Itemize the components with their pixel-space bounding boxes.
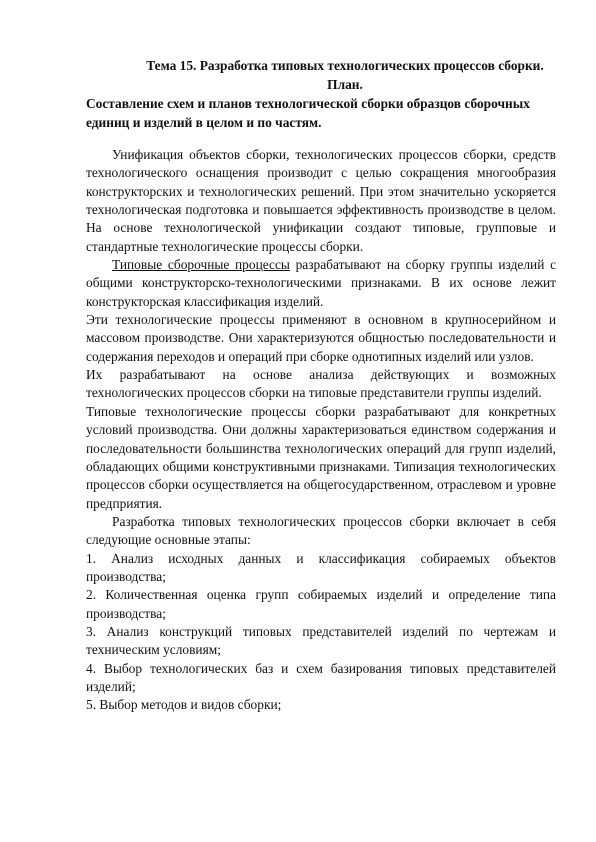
paragraph-stages-intro: Разработка типовых технологических процессов сборки включает в себя следующие основные этапы: bbox=[86, 513, 556, 548]
document-body bbox=[86, 146, 556, 715]
list-item: 2. Количественная оценка групп собираемых изделий и определение типа производства; bbox=[86, 587, 556, 621]
paragraph-typical-processes bbox=[86, 256, 556, 311]
plan-heading: План. bbox=[327, 77, 363, 92]
underlined-term: Типовые сборочные процессы bbox=[112, 257, 290, 273]
list-item: 5. Выбор методов и видов сборки; bbox=[86, 697, 282, 713]
paragraph-development-basis: Их разрабатывают на основе анализа действующих и возможных технологических процессов сборки на типовые представители группы изделий. bbox=[86, 367, 556, 401]
paragraph-typical-processes-text: разрабатывают на сборку группы изделий с общими конструкторско-технологическими признаками. В их основе лежит конструкторская классификация изделий. bbox=[86, 257, 557, 309]
document-title: Тема 15. Разработка типовых технологических процессов сборки. bbox=[146, 58, 544, 73]
paragraph-unification: Унификация объектов сборки, технологических процессов сборки, средств технологического оснащения производит с целью сокращения многообразия конструкторских и технологических решений. При этом значительно ускоряется технологическая подготовка и повышается эффективность производстве в целом. На основе технологической унификации создают типовые, групповые и стандартные технологические процессы сборки. bbox=[86, 147, 556, 254]
list-item: 3. Анализ конструкций типовых представителей изделий по чертежам и техническим условиям; bbox=[86, 623, 556, 658]
list-item: 1. Анализ исходных данных и классификация собираемых объектов производства; bbox=[86, 550, 556, 584]
plan-subtitle: Составление схем и планов технологической сборки образцов сборочных единиц и изделий в целом и по частям. bbox=[86, 96, 530, 130]
list-item: 4. Выбор технологических баз и схем базирования типовых представителей изделий; bbox=[86, 660, 556, 694]
paragraph-application: Эти технологические процессы применяют в основном в крупносерийном и массовом производстве. Они характеризуются общностью последовательности и содержания переходов и операций при сборке однотипных изделий или узлов. bbox=[86, 312, 556, 364]
paragraph-conditions: Типовые технологические процессы сборки разрабатывают для конкретных условий производства. Они должны характеризоваться единством содержания и последовательности большинства технологических операций для групп изделий, обладающих общими конструктивными признаками. Типизация технологических процессов сборки осуществляется на общегосударственном, отраслевом и уровне предприятия. bbox=[86, 403, 556, 511]
